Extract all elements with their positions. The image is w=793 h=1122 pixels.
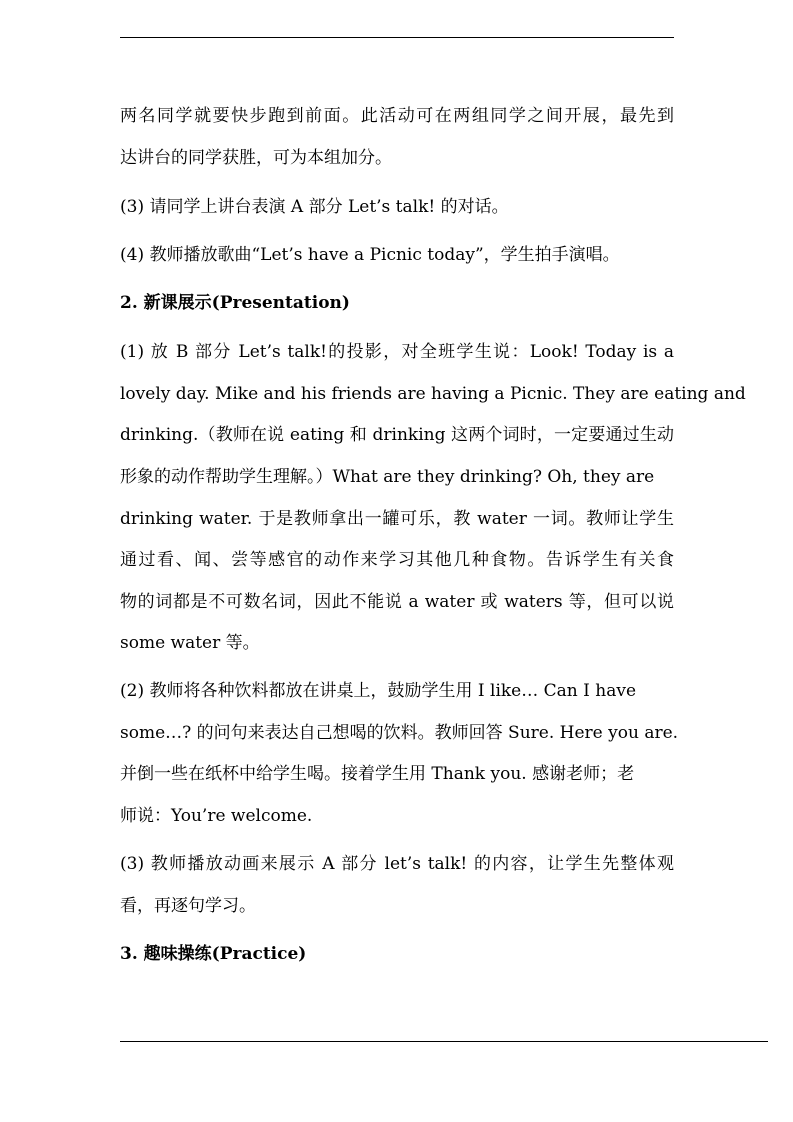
paragraph-line: (4) 教师播放歌曲“Let’s have a Picnic today”，学生拍手演唱。 bbox=[120, 245, 620, 265]
paragraph-line: 通过看、闻、尝等感官的动作来学习其他几种食物。告诉学生有关食 bbox=[120, 550, 674, 570]
paragraph-line: 师说：You’re welcome. bbox=[120, 806, 313, 826]
section-heading: 3. 趣味操练(Practice) bbox=[120, 944, 307, 964]
paragraph-line: drinking.（教师在说 eating 和 drinking 这两个词时，一定要通过生动 bbox=[120, 425, 674, 445]
footer-rule bbox=[120, 1041, 768, 1042]
header-rule bbox=[120, 37, 674, 38]
paragraph-line: 两名同学就要快步跑到前面。此活动可在两组同学之间开展，最先到 bbox=[120, 106, 674, 126]
paragraph-line: 物的词都是不可数名词，因此不能说 a water 或 waters 等，但可以说 bbox=[120, 592, 674, 612]
paragraph-line: 并倒一些在纸杯中给学生喝。接着学生用 Thank you. 感谢老师；老 bbox=[120, 764, 635, 784]
paragraph-line: some water 等。 bbox=[120, 633, 260, 653]
paragraph-line: (3) 教师播放动画来展示 A 部分 let’s talk! 的内容，让学生先整体观 bbox=[120, 854, 674, 874]
paragraph-line: drinking water. 于是教师拿出一罐可乐，教 water 一词。教师让学生 bbox=[120, 509, 674, 529]
paragraph-line: 形象的动作帮助学生理解。）What are they drinking? Oh, they are bbox=[120, 467, 655, 487]
paragraph-line: (2) 教师将各种饮料都放在讲桌上，鼓励学生用 I like… Can I have bbox=[120, 681, 637, 701]
paragraph-line: 达讲台的同学获胜，可为本组加分。 bbox=[120, 148, 392, 168]
paragraph-line: 看，再逐句学习。 bbox=[120, 896, 256, 916]
paragraph-line: lovely day. Mike and his friends are having a Picnic. They are eating and bbox=[120, 384, 746, 404]
section-heading: 2. 新课展示(Presentation) bbox=[120, 293, 350, 313]
paragraph-line: (3) 请同学上讲台表演 A 部分 Let’s talk! 的对话。 bbox=[120, 197, 509, 217]
paragraph-line: some…? 的问句来表达自己想喝的饮料。教师回答 Sure. Here you are. bbox=[120, 723, 679, 743]
paragraph-line: (1) 放 B 部分 Let’s talk!的投影，对全班学生说：Look! Today is a bbox=[120, 342, 674, 362]
